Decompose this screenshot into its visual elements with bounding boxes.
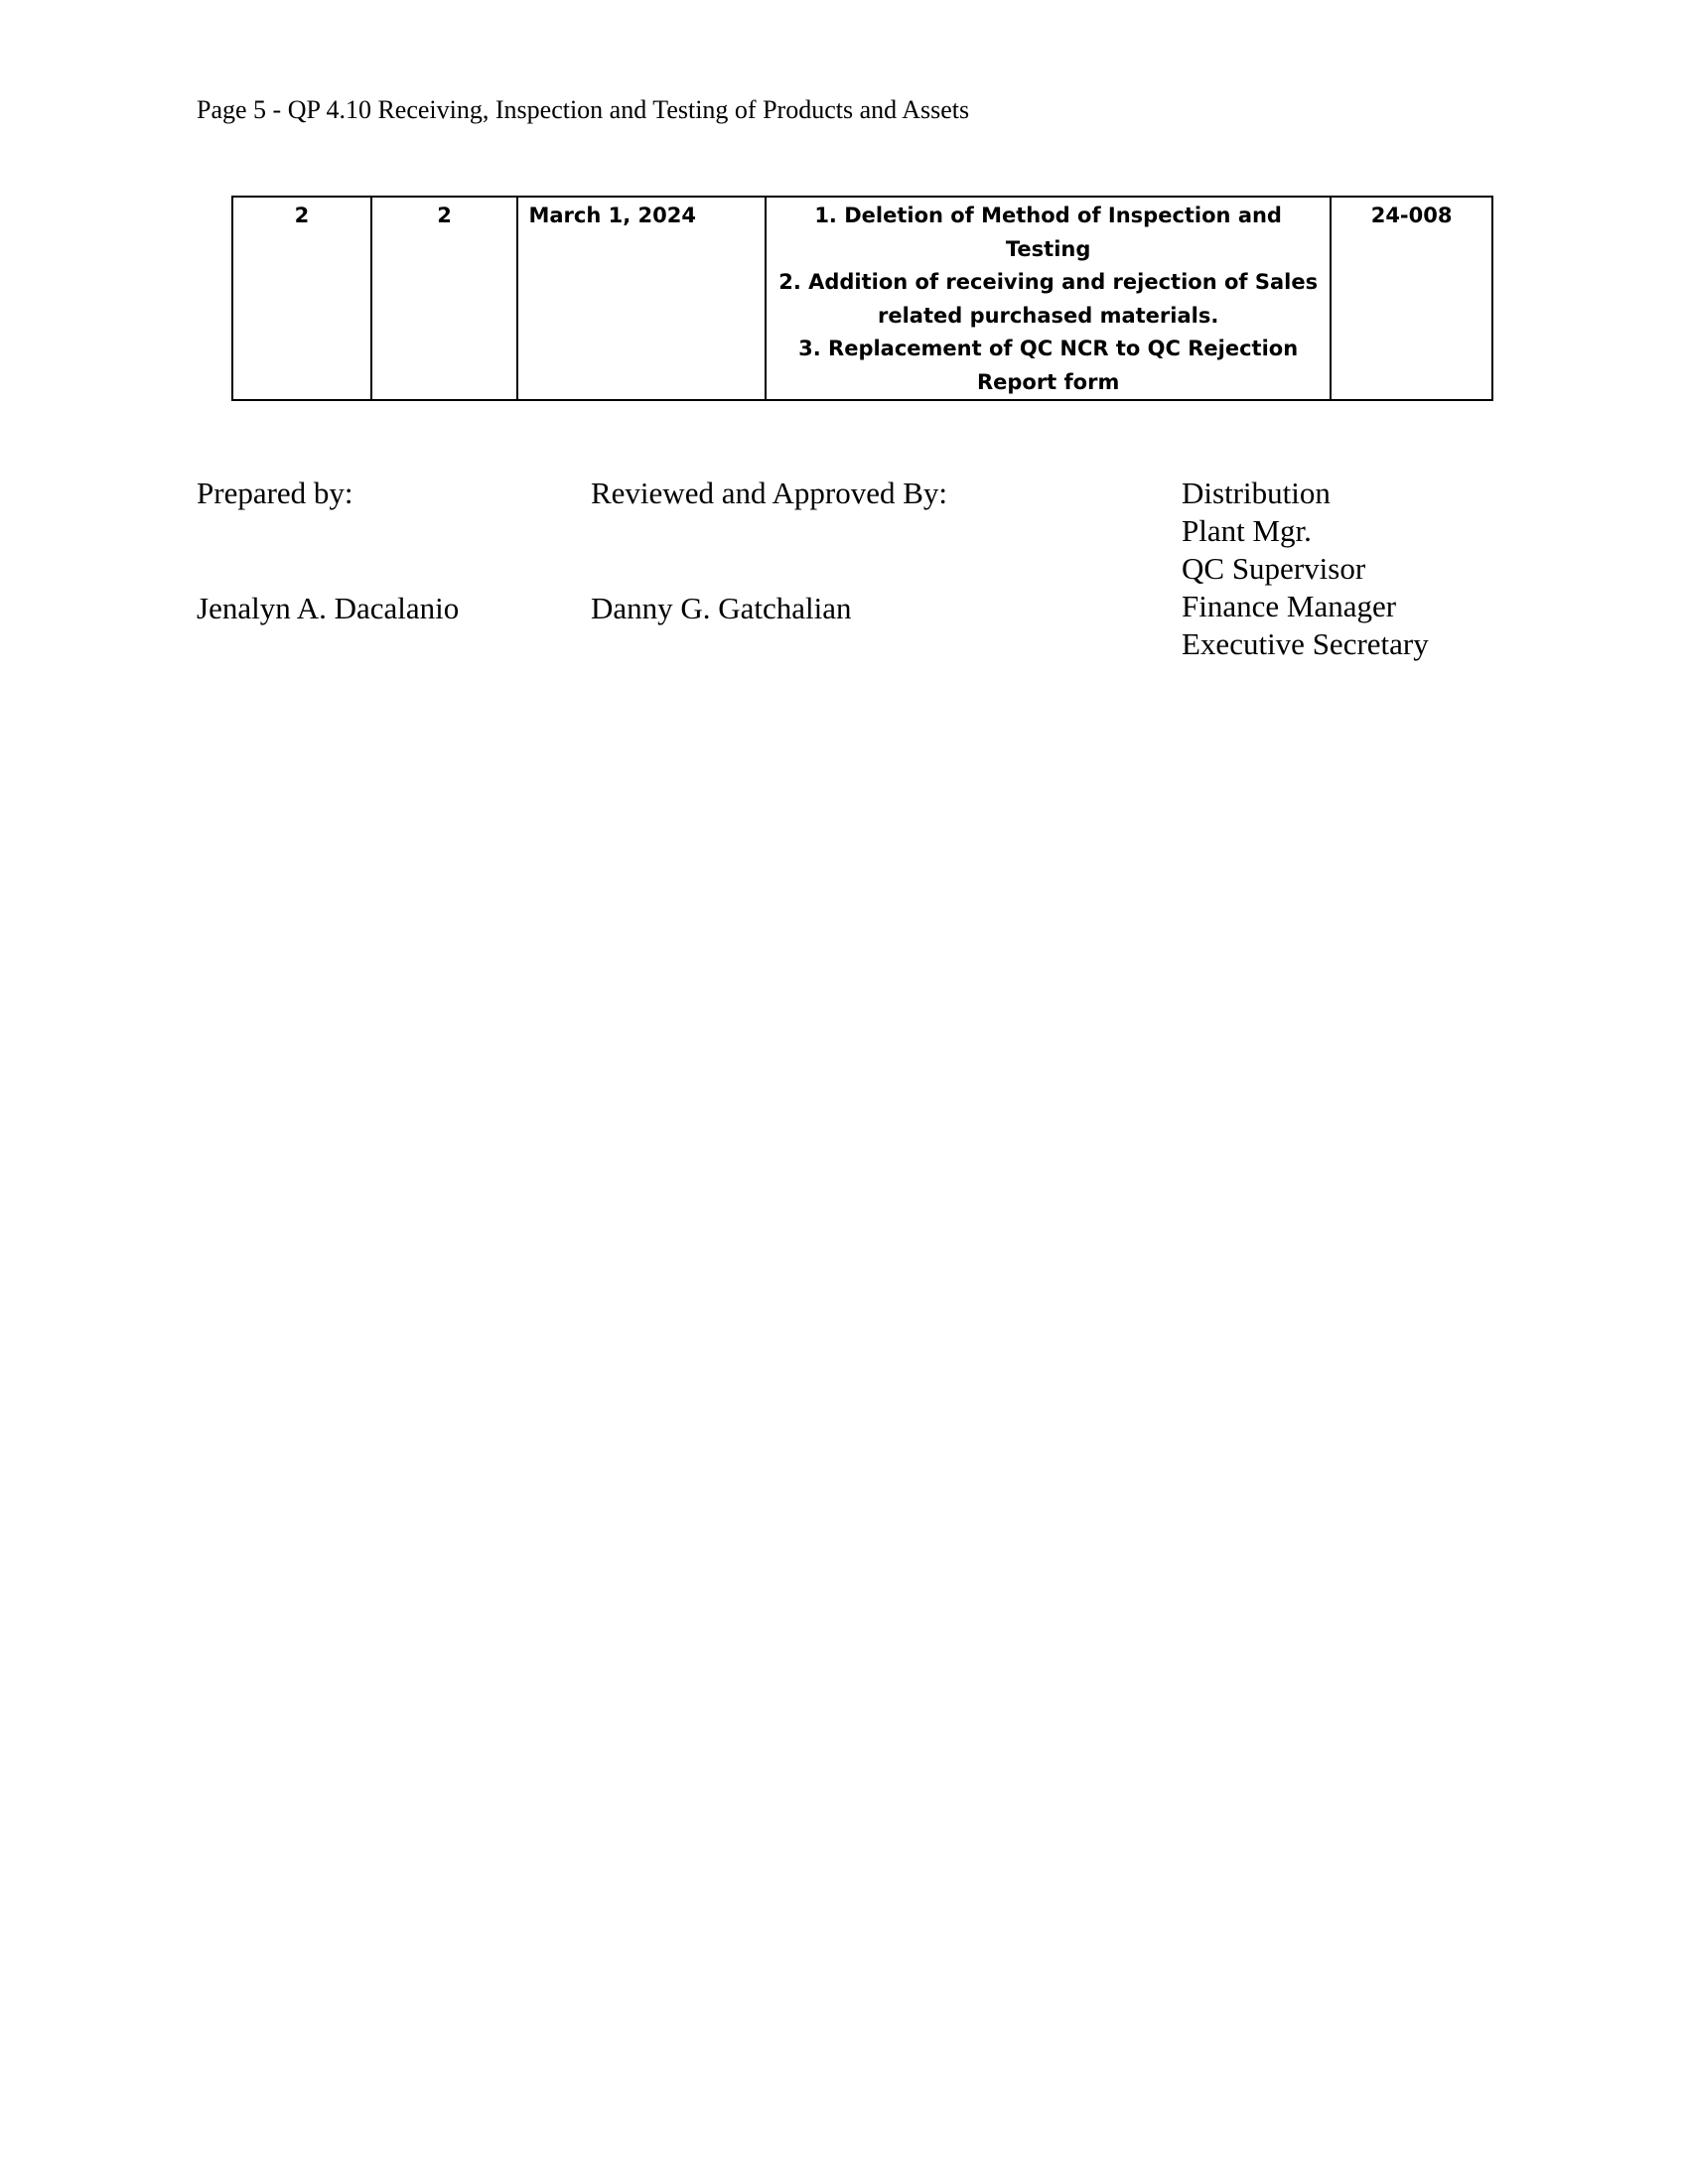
description-line: Report form bbox=[976, 369, 1120, 394]
distribution-recipient: Plant Mgr. bbox=[1182, 513, 1312, 548]
reviewed-by-label: Reviewed and Approved By: bbox=[591, 476, 948, 510]
description-line: 2. Addition of receiving and rejection of Sales bbox=[778, 270, 1319, 294]
distribution-recipient: Finance Manager bbox=[1182, 589, 1397, 623]
revision-number-cell: 2 bbox=[232, 197, 371, 400]
reference-cell: 24-008 bbox=[1331, 197, 1492, 400]
description-cell bbox=[766, 197, 1331, 400]
description-line: 3. Replacement of QC NCR to QC Rejection bbox=[798, 337, 1299, 360]
description-line: Testing bbox=[1005, 236, 1091, 261]
distribution-recipient: Executive Secretary bbox=[1182, 626, 1429, 661]
distribution-recipient: QC Supervisor bbox=[1182, 551, 1366, 586]
table-row bbox=[232, 197, 1492, 400]
prepared-by-label: Prepared by: bbox=[197, 476, 353, 510]
description-line: related purchased materials. bbox=[877, 303, 1219, 328]
reviewed-by-name: Danny G. Gatchalian bbox=[591, 591, 852, 625]
page-header: Page 5 - QP 4.10 Receiving, Inspection and Testing of Products and Assets bbox=[197, 95, 970, 124]
page-revision-cell: 2 bbox=[371, 197, 518, 400]
date-cell: March 1, 2024 bbox=[517, 197, 766, 400]
prepared-by-name: Jenalyn A. Dacalanio bbox=[197, 591, 460, 625]
distribution-title: Distribution bbox=[1182, 476, 1331, 510]
description-line: 1. Deletion of Method of Inspection and bbox=[814, 204, 1282, 227]
distribution-list bbox=[1182, 475, 1429, 663]
revision-table bbox=[231, 196, 1493, 401]
